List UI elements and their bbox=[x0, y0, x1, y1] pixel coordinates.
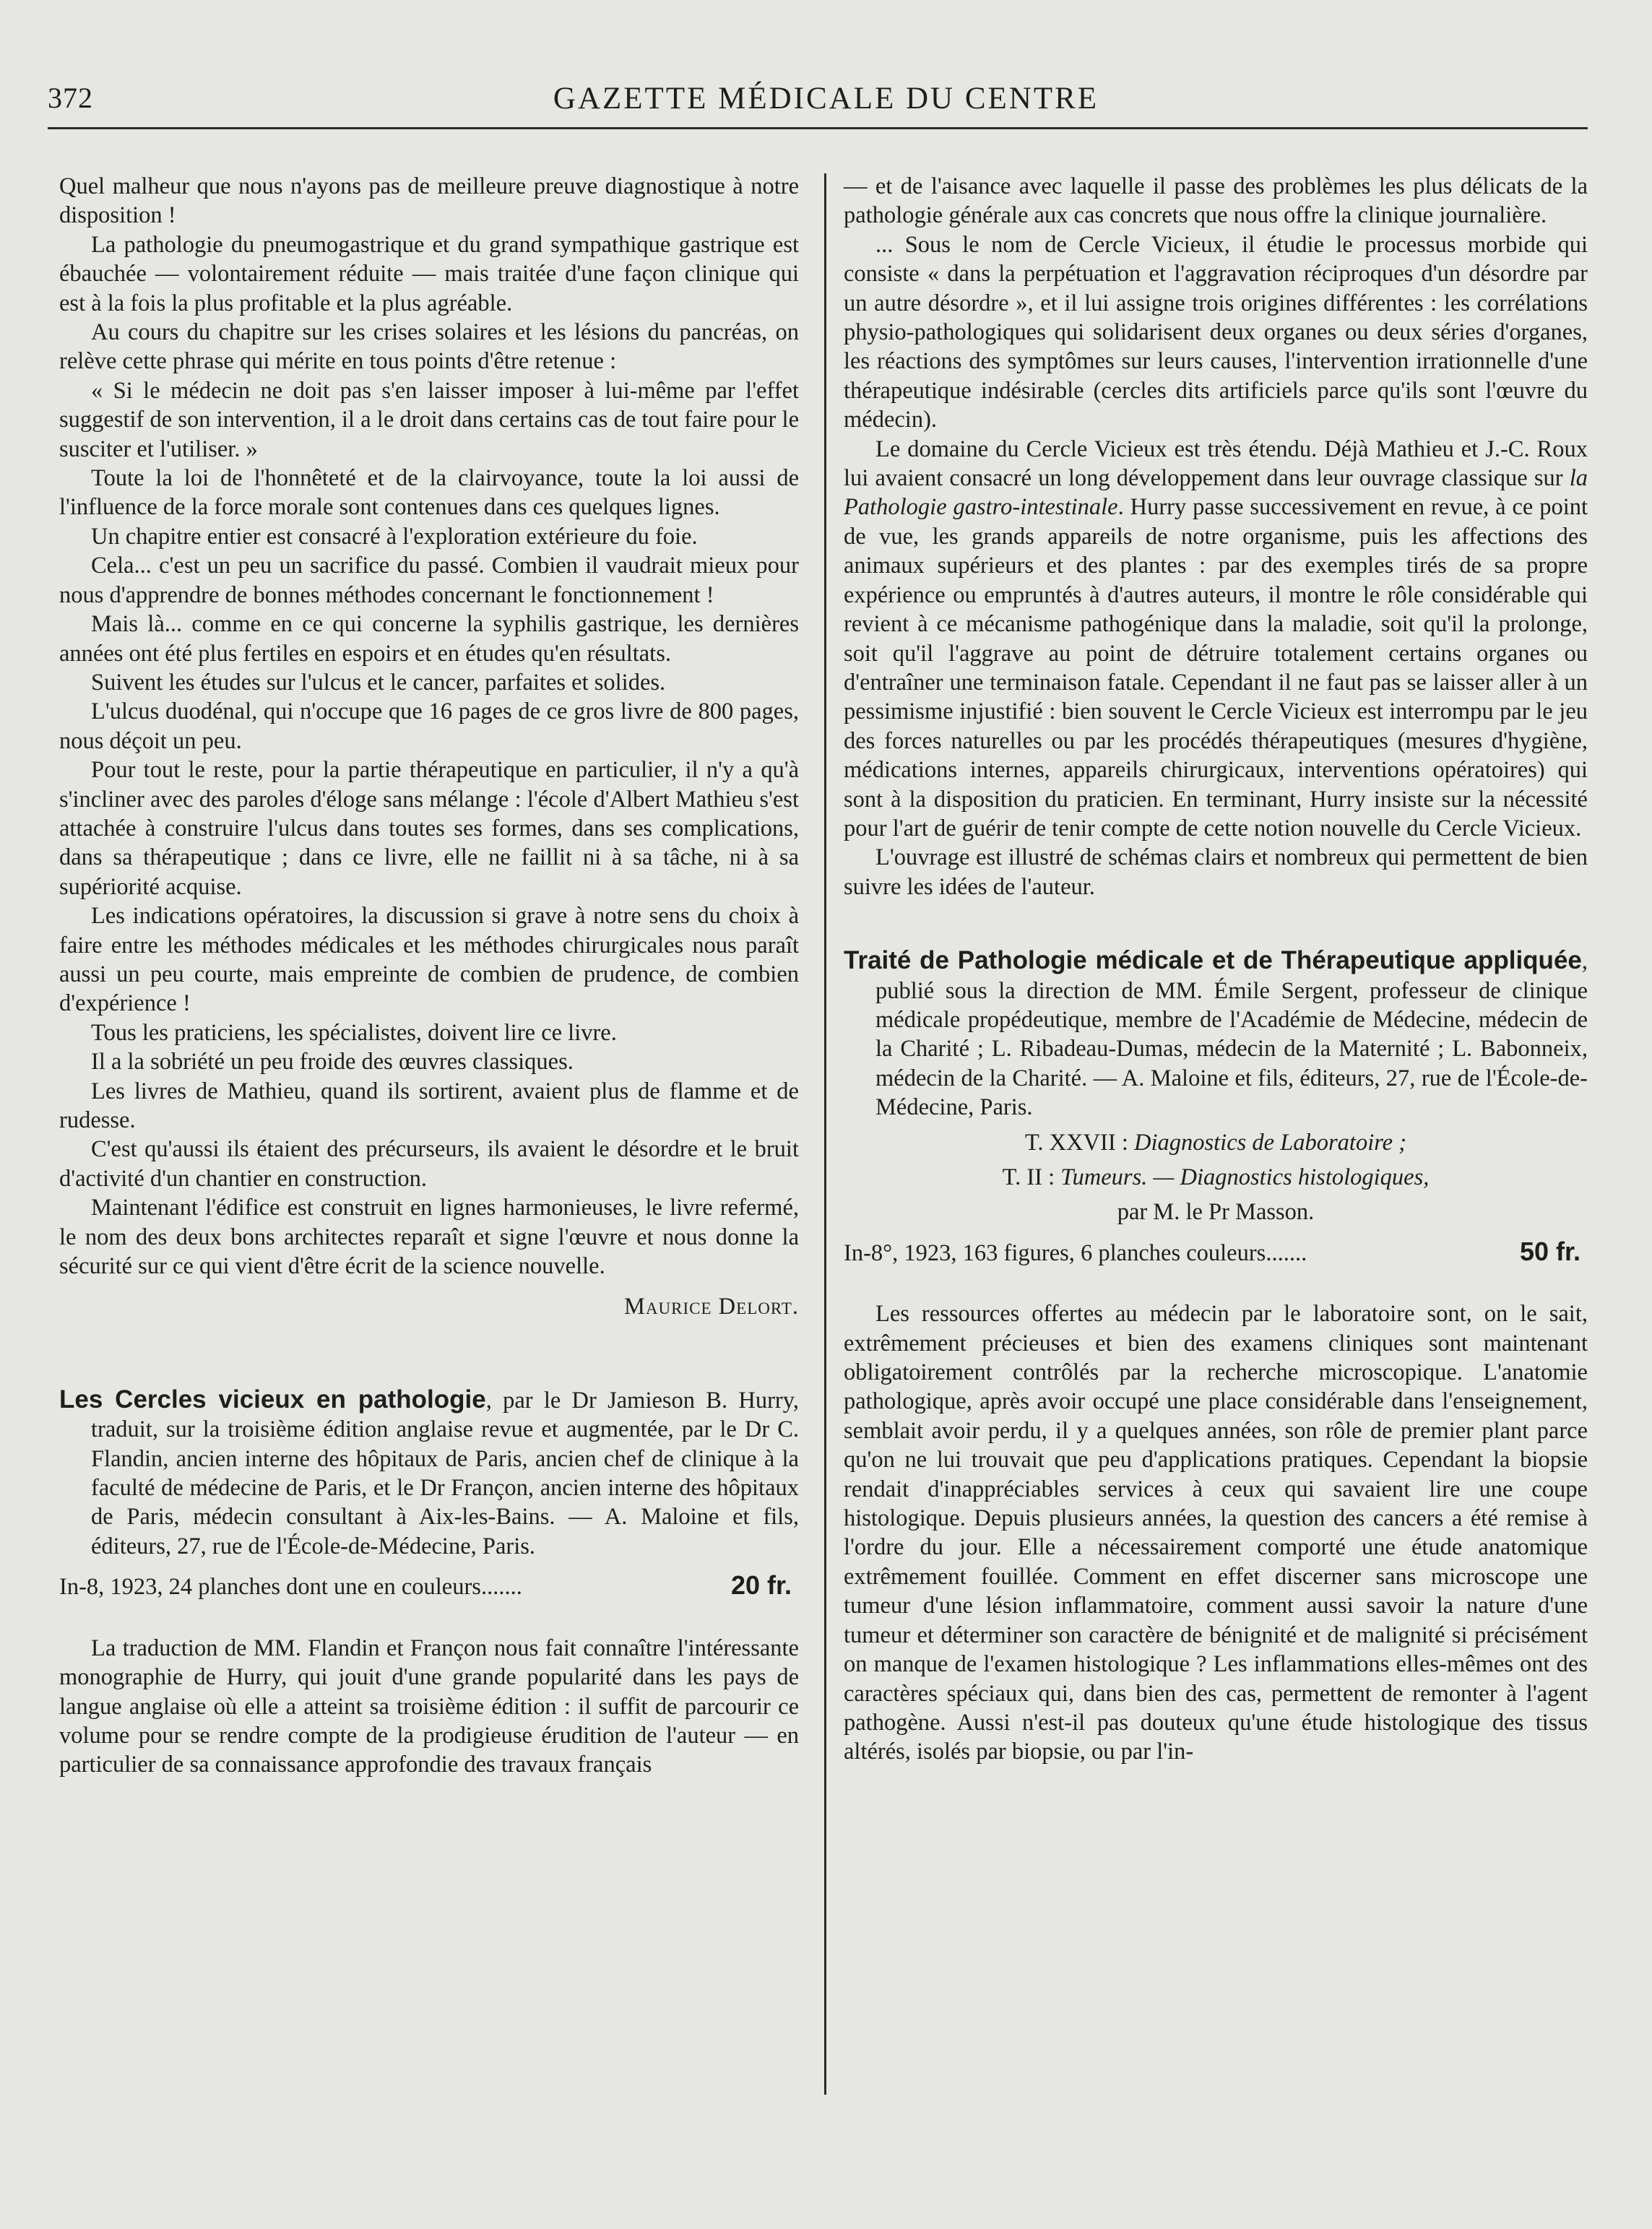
paragraph: Au cours du chapitre sur les crises solaires et les lésions du pancréas, on relève cette phrase qui mérite en tous points d'être retenue : bbox=[59, 319, 799, 375]
review-title: Traité de Pathologie médicale et de Thérapeutique appliquée bbox=[844, 946, 1582, 975]
paragraph: Les indications opératoires, la discussion si grave à notre sens du choix à faire entre les méthodes médicales et les méthodes chirurgicales nous paraît aussi un peu courte, mais empreinte de combien de prudence, de combien d'expérience ! bbox=[59, 903, 799, 1017]
paragraph: Suivent les études sur l'ulcus et le cancer, parfaites et solides. bbox=[91, 669, 666, 696]
author-signature: Maurice Delort. bbox=[624, 1294, 799, 1320]
specs-text: In-8, 1923, 24 planches dont une en couleurs....... bbox=[59, 1574, 522, 1601]
column-divider bbox=[824, 173, 826, 2095]
tome-label: T. II : bbox=[1002, 1164, 1061, 1190]
book-specs bbox=[844, 1237, 1588, 1268]
review-byline: , publié sous la direction de MM. Émile Sergent, professeur de clinique médicale propédeutique, membre de l'Académie de Médecine, médecin de la Charité ; L. Ribadeau-Dumas, médecin de la Maternité ; L. Babonneix, médecin de la Charité. — A. Maloine et fils, éditeurs, 27, rue de l'École-de-Médecine, Paris. bbox=[875, 948, 1588, 1121]
journal-title: GAZETTE MÉDICALE DU CENTRE bbox=[553, 82, 1099, 116]
specs-text: In-8°, 1923, 163 figures, 6 planches couleurs....... bbox=[844, 1239, 1307, 1266]
header-rule-right bbox=[796, 127, 1588, 129]
header-rule-left bbox=[48, 127, 799, 129]
review-byline: , par le Dr Jamieson B. Hurry, traduit, sur la troisième édition anglaise revue et augmentée, par le Dr C. Flandin, ancien interne des hôpitaux de Paris, ancien chef de clinique à la faculté de médecine de Paris, et le Dr Françon, ancien interne des hôpitaux de Paris, médecin consultant à Aix-les-Bains. — A. Maloine et fils, éditeurs, 27, rue de l'École-de-Médecine, Paris. bbox=[91, 1387, 799, 1559]
quotation: « Si le médecin ne doit pas s'en laisser imposer à lui-même par l'effet suggestif de son intervention, il a le droit dans certains cas de tout faire pour le susciter et l'utiliser. » bbox=[59, 377, 799, 462]
left-column bbox=[59, 172, 799, 1780]
book-specs bbox=[59, 1571, 799, 1601]
page-number: 372 bbox=[48, 82, 93, 114]
text-run: . Hurry passe successivement en revue, à ce point de vue, les grands appareils de notre organisme, puis les affections des animaux supérieurs et des plantes : par des exemples tirés de sa propre expérience ou empruntés à d'autres auteurs, il montre le rôle considérable qui revient à ce mécanisme pathogénique dans la maladie, soit qu'il la prolonge, soit qu'il l'aggrave au point de détruire totalement certains organes ou d'entraîner une terminaison fatale. Cependant il ne faut pas se laisser aller à un pessimisme injustifié : bien souvent le Cercle Vicieux est interrompu par le jeu des forces naturelles ou par les procédés thérapeutiques (mesures d'hygiène, médications internes, appareils chirurgicaux, interventions opératoires) qui sont à la disposition du praticien. En terminant, Hurry insiste sur la nécessité pour l'art de guérir de tenir compte de cette notion nouvelle du Cercle Vicieux. bbox=[844, 494, 1588, 841]
price: 20 fr. bbox=[730, 1570, 792, 1601]
paragraph: Tous les praticiens, les spécialistes, doivent lire ce livre. bbox=[91, 1019, 617, 1046]
book-title-italic: la Pathologie gastro-intestinale bbox=[844, 465, 1588, 521]
tome-line bbox=[844, 1163, 1588, 1192]
paragraph: C'est qu'aussi ils étaient des précurseurs, ils avaient le désordre et le bruit d'activité d'un chantier en construction. bbox=[59, 1136, 799, 1192]
paragraph: Les livres de Mathieu, quand ils sortirent, avaient plus de flamme et de rudesse. bbox=[59, 1078, 799, 1133]
paragraph: L'ulcus duodénal, qui n'occupe que 16 pages de ce gros livre de 800 pages, nous déçoit un peu. bbox=[59, 698, 799, 754]
review-heading bbox=[844, 946, 1588, 1122]
paragraph: Toute la loi de l'honnêteté et de la clairvoyance, toute la loi aussi de l'influence de la force morale sont contenues dans ces quelques lignes. bbox=[59, 465, 799, 521]
paragraph: Mais là... comme en ce qui concerne la syphilis gastrique, les dernières années ont été plus fertiles en espoirs et en études qu'en résultats. bbox=[59, 611, 799, 667]
paragraph: — et de l'aisance avec laquelle il passe des problèmes les plus délicats de la pathologie générale aux cas concrets que nous offre la clinique journalière. bbox=[844, 173, 1588, 229]
tome-title: Diagnostics de Laboratoire ; bbox=[1133, 1129, 1407, 1156]
paragraph: Cela... c'est un peu un sacrifice du passé. Combien il vaudrait mieux pour nous d'apprendre de bonnes méthodes concernant le fonctionnement ! bbox=[59, 553, 799, 608]
right-column bbox=[844, 172, 1588, 1767]
review-body: Les ressources offertes au médecin par le laboratoire sont, on le sait, extrêmement précieuses et bien des examens cliniques sont maintenant obligatoirement contrôlés par la recherche microscopique. L'anatomie pathologique, après avoir occupé une place considérable dans l'enseignement, semblait avoir perdu, il y a quelques années, son rôle de premier plant parce qu'on ne lui trouvait que peu d'applications pratiques. Cependant la biopsie rendait d'inappréciables services à ceux qui savaient lire une coupe histologique. Depuis plusieurs années, la question des cancers a été remise à l'ordre du jour. Elle a nécessairement comporté une étude anatomique extrêmement fouillée. Comment en effet discerner sans microscope une tumeur d'une lésion inflammatoire, comment aussi savoir la nature d'une tumeur et déterminer son caractère de bénignité et de malignité si précisément on manque de l'examen histologique ? Les inflammations elles-mêmes ont des caractères spéciaux qui, dans bien des cas, permettent de remonter à l'agent pathogène. Aussi n'est-il pas douteux qu'une étude histologique des tissus altérés, isolés par biopsie, ou par l'in- bbox=[844, 1301, 1588, 1765]
paragraph: Il a la sobriété un peu froide des œuvres classiques. bbox=[91, 1049, 574, 1075]
review-body: La traduction de MM. Flandin et Françon nous fait connaître l'intéressante monographie de Hurry, qui jouit d'une grande popularité dans les pays de langue anglaise où elle a atteint sa troisième édition : il suffit de parcourir ce volume pour se rendre compte de la prodigieuse érudition de l'auteur — en particulier de sa connaissance approfondie des travaux français bbox=[59, 1635, 799, 1778]
paragraph: ... Sous le nom de Cercle Vicieux, il étudie le processus morbide qui consiste « dans la perpétuation et l'aggravation réciproques d'un désordre par un autre désordre », et il lui assigne trois origines différentes : les corrélations physio-pathologiques qui solidarisent deux organes ou deux séries d'organes, les réactions des symptômes sur leurs causes, l'intervention irrationnelle d'une thérapeutique indésirable (cercles dits artificiels parce qu'ils sont l'œuvre du médecin). bbox=[844, 231, 1588, 433]
paragraph: Un chapitre entier est consacré à l'exploration extérieure du foie. bbox=[91, 523, 698, 550]
tome-label: T. XXVII : bbox=[1024, 1129, 1134, 1156]
text-run: Le domaine du Cercle Vicieux est très étendu. Déjà Mathieu et J.-C. Roux lui avaient consacré un long développement dans leur ouvrage classique sur bbox=[844, 436, 1588, 492]
tome-title: Tumeurs. — Diagnostics histologiques, bbox=[1060, 1164, 1430, 1190]
review-heading bbox=[59, 1385, 799, 1561]
paragraph: La pathologie du pneumogastrique et du grand sympathique gastrique est ébauchée — volontairement réduite — mais traitée d'une façon clinique qui est à la fois la plus profitable et la plus agréable. bbox=[59, 231, 799, 316]
tome-author: par M. le Pr Masson. bbox=[1117, 1199, 1315, 1226]
price: 50 fr. bbox=[1519, 1236, 1580, 1266]
tome-line bbox=[844, 1128, 1588, 1157]
paragraph: L'ouvrage est illustré de schémas clairs et nombreux qui permettent de bien suivre les idées de l'auteur. bbox=[844, 844, 1588, 900]
paragraph: Pour tout le reste, pour la partie thérapeutique en particulier, il n'y a qu'à s'incliner avec des paroles d'éloge sans mélange : l'école d'Albert Mathieu s'est attachée à construire l'ulcus dans toutes ses formes, dans ses complications, dans sa thérapeutique ; dans ce livre, elle ne faillit ni à sa tâche, ni à sa supériorité acquise. bbox=[59, 757, 799, 900]
paragraph: Quel malheur que nous n'ayons pas de meilleure preuve diagnostique à notre disposition ! bbox=[59, 173, 799, 229]
paragraph bbox=[844, 435, 1588, 844]
paragraph: Maintenant l'édifice est construit en lignes harmonieuses, le livre refermé, le nom des deux bons architectes reparaît et signe l'œuvre et nous donne la sécurité sur ce qui vient d'être écrit de la science nouvelle. bbox=[59, 1195, 799, 1280]
review-title: Les Cercles vicieux en pathologie bbox=[59, 1385, 486, 1414]
